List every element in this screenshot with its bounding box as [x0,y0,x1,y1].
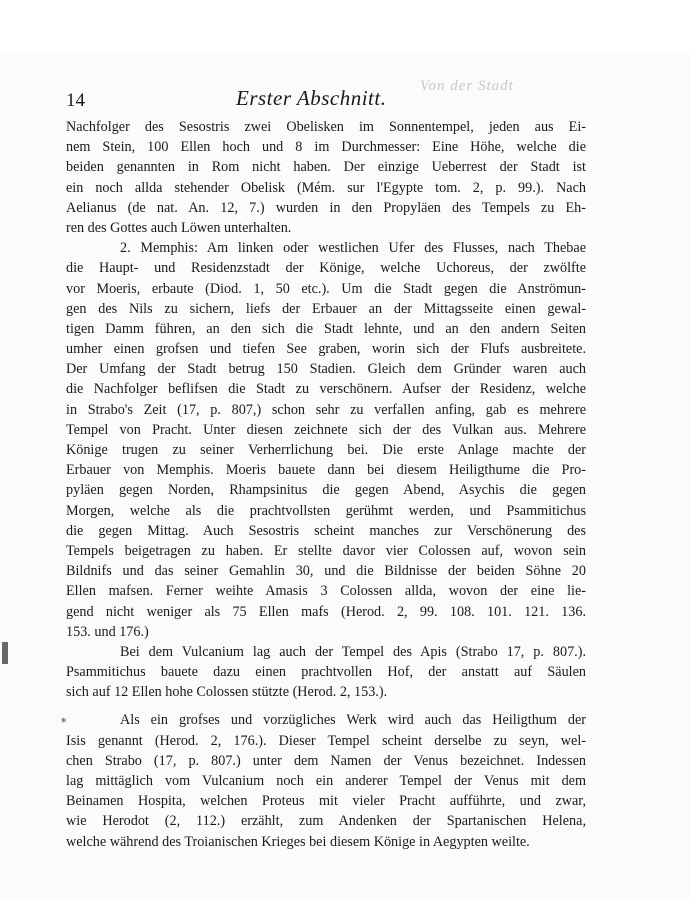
text-line: gend nicht weniger als 75 Ellen mafs (Herod. 2, 99. 108. 101. 121. 136. [66,603,586,620]
text-line: 2. Memphis: Am linken oder westlichen Ufer des Flusses, nach Thebae [120,240,586,257]
text-line: Der Umfang der Stadt betrug 150 Stadien. Gleich dem Gründer waren auch [66,361,586,378]
text-line: Bei dem Vulcanium lag auch der Tempel des Apis (Strabo 17, p. 807.). [120,643,586,660]
text-line: 153. und 176.) [66,623,149,640]
text-line: Morgen, welche als die prachtvollsten gerühmt werden, und Psammitichus [66,502,586,519]
text-line: Aelianus (de nat. An. 12, 7.) wurden in den Propyläen des Tempels zu Eh- [66,199,586,216]
scan-border [0,0,690,52]
text-line: Bildnifs und das seiner Gemahlin 30, und die Bildnisse der beiden Söhne 20 [66,563,586,580]
text-line: vor Moeris, erbaute (Diod. 1, 50 etc.). Um die Stadt gegen die Anströmun- [66,280,586,297]
scan-edge-mark [2,642,8,664]
text-line: wie Herodot (2, 112.) erzählt, zum Andenken der Spartanischen Helena, [66,813,586,830]
text-line: beiden genannten in Rom nicht haben. Der einzige Ueberrest der Stadt ist [66,159,586,176]
text-line: nem Stein, 100 Ellen hoch und 8 im Durchmesser: Eine Höhe, welche die [66,139,586,156]
text-line: umher einen grofsen und tiefen See graben, worin sich der Flufs ausbreitete. [66,341,586,358]
text-line: Tempel von Pracht. Unter diesen zeichnete sich der des Vulkan aus. Mehrere [66,421,586,438]
page-number: 14 [66,90,85,111]
margin-mark: * [61,716,67,729]
text-line: tigen Damm führen, an den sich die Stadt lehnte, und an den andern Seiten [66,320,586,337]
text-line: Psammitichus bauete dazu einen prachtvollen Hof, der anstatt auf Säulen [66,664,586,681]
text-line: Nachfolger des Sesostris zwei Obelisken im Sonnentempel, jeden aus Ei- [66,119,586,135]
paragraph [66,238,586,642]
text-line: Ellen mafsen. Ferner weihte Amasis 3 Colossen allda, wovon der eine lie- [66,583,586,600]
body-text [66,117,586,852]
text-line: sich auf 12 Ellen hohe Colossen stützte (Herod. 2, 153.). [66,684,388,701]
text-line: die Haupt- und Residenzstadt der Könige, welche Uchoreus, der zwölfte [66,260,586,277]
text-line: lag mittäglich vom Vulcanium noch ein anderer Tempel der Venus mit dem [66,773,586,789]
paragraph [66,710,586,851]
text-line: chen Strabo (17, p. 807.) unter dem Namen der Venus bezeichnet. Indessen [66,752,586,769]
text-line: Als ein grofses und vorzügliches Werk wird auch das Heiligthum der [120,712,586,729]
text-line: pyläen gegen Norden, Rhampsinitus die gegen Abend, Asychis die gegen [66,482,586,499]
text-line: Isis genannt (Herod. 2, 176.). Dieser Tempel scheint derselbe zu seyn, wel- [66,732,586,749]
paragraph-gap [66,702,586,710]
text-line: gen des Nils zu sichern, liefs der Erbauer an der Mittagsseite einen gewal- [66,300,586,317]
text-line: welche während des Troianischen Krieges bei diesem Könige in Aegypten weilte. [66,833,530,850]
bleed-through-text: Von der Stadt [420,78,514,94]
text-line: Könige trugen zu seiner Verherrlichung bei. Die erste Anlage machte der [66,442,586,458]
running-head: Erster Abschnitt. [236,86,387,110]
text-line: Erbauer von Memphis. Moeris bauete dann bei diesem Heiligthume die Pro- [66,462,586,479]
text-line: die gegen Mittag. Auch Sesostris scheint manches zur Verschönerung des [66,522,586,539]
text-line: Tempels beigetragen zu haben. Er stellte davor vier Colossen auf, wovon sein [66,542,586,559]
text-line: ein noch allda stehender Obelisk (Mém. sur l'Egypte tom. 2, p. 99.). Nach [66,179,586,196]
text-line: ren des Gottes auch Löwen unterhalten. [66,219,292,236]
text-line: Beinamen Hospita, welchen Proteus mit vieler Pracht aufführte, und zwar, [66,793,586,810]
paragraph [66,642,586,703]
text-line: in Strabo's Zeit (17, p. 807,) schon sehr zu verfallen anfing, gab es mehrere [66,401,586,418]
paragraph [66,117,586,238]
text-line: die Nachfolger beflifsen die Stadt zu verschönern. Aufser der Residenz, welche [66,381,586,398]
